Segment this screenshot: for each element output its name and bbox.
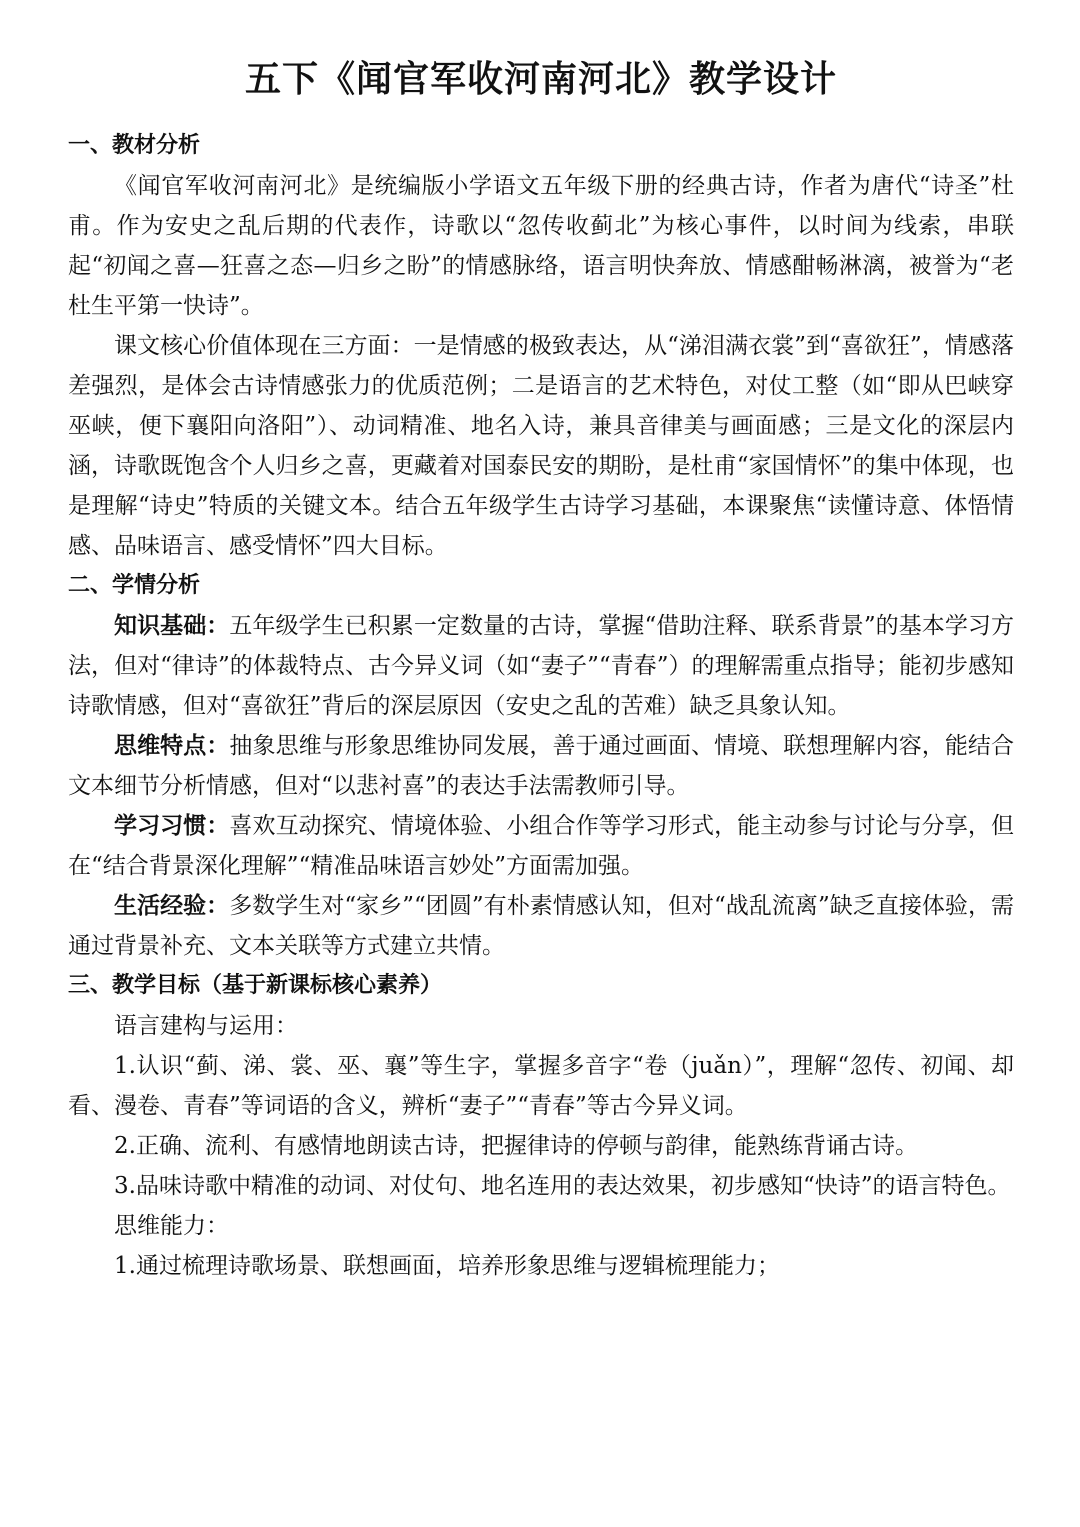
goal-item: 2.正确、流利、有感情地朗读古诗，把握律诗的停顿与韵律，能熟练背诵古诗。 bbox=[114, 1133, 918, 1159]
paragraph bbox=[68, 886, 1014, 966]
paragraph-text: 抽象思维与形象思维协同发展，善于通过画面、情境、联想理解内容，能结合文本细节分析情感，但对“以悲衬喜”的表达手法需教师引导。 bbox=[68, 733, 1015, 799]
paragraph-text: 喜欢互动探究、情境体验、小组合作等学习形式，能主动参与讨论与分享，但在“结合背景深化理解”“精准品味语言妙处”方面需加强。 bbox=[68, 813, 1015, 879]
paragraph: 课文核心价值体现在三方面：一是情感的极致表达，从“涕泪满衣裳”到“喜欲狂”，情感落差强烈，是体会古诗情感张力的优质范例；二是语言的艺术特色，对仗工整（如“即从巴峡穿巫峡，便下襄阳向洛阳”）、动词精准、地名入诗，兼具音律美与画面感；三是文化的深层内涵，诗歌既饱含个人归乡之喜，更藏着对国泰民安的期盼，是杜甫“家国情怀”的集中体现，也是理解“诗史”特质的关键文本。结合五年级学生古诗学习基础，本课聚焦“读懂诗意、体悟情感、品味语言、感受情怀”四大目标。 bbox=[68, 333, 1014, 559]
paragraph-text: 五年级学生已积累一定数量的古诗，掌握“借助注释、联系背景”的基本学习方法，但对“律诗”的体裁特点、古今异义词（如“妻子”“青春”）的理解需重点指导；能初步感知诗歌情感，但对“喜欲狂”背后的深层原因（安史之乱的苦难）缺乏具象认知。 bbox=[68, 613, 1014, 719]
section-heading-student-analysis: 二、学情分析 bbox=[68, 573, 201, 598]
paragraph bbox=[68, 806, 1014, 886]
paragraph-text: 多数学生对“家乡”“团圆”有朴素情感认知，但对“战乱流离”缺乏直接体验，需通过背景补充、文本关联等方式建立共情。 bbox=[68, 893, 1014, 959]
paragraph: 《闻官军收河南河北》是统编版小学语文五年级下册的经典古诗，作者为唐代“诗圣”杜甫。作为安史之乱后期的代表作，诗歌以“忽传收蓟北”为核心事件，以时间为线索，串联起“初闻之喜—狂喜之态—归乡之盼”的情感脉络，语言明快奔放、情感酣畅淋漓，被誉为“老杜生平第一快诗”。 bbox=[68, 173, 1014, 319]
goal-item: 3.品味诗歌中精准的动词、对仗句、地名连用的表达效果，初步感知“快诗”的语言特色。 bbox=[114, 1173, 1011, 1199]
paragraph-lead: 思维特点： bbox=[114, 733, 230, 759]
paragraph-lead: 生活经验： bbox=[114, 893, 230, 919]
paragraph bbox=[68, 726, 1014, 806]
goal-item: 1.认识“蓟、涕、裳、巫、襄”等生字，掌握多音字“卷（juǎn）”，理解“忽传、初闻、却看、漫卷、青春”等词语的含义，辨析“妻子”“青春”等古今异义词。 bbox=[68, 1053, 1014, 1119]
paragraph-lead: 学习习惯： bbox=[114, 813, 230, 839]
section-heading-teaching-goals: 三、教学目标（基于新课标核心素养） bbox=[68, 973, 443, 998]
page-title: 五下《闻官军收河南河北》教学设计 bbox=[244, 59, 837, 100]
subheading-thinking: 思维能力： bbox=[114, 1213, 229, 1239]
section-heading-textbook-analysis: 一、教材分析 bbox=[68, 133, 201, 158]
paragraph bbox=[68, 606, 1014, 726]
paragraph-lead: 知识基础： bbox=[114, 613, 230, 639]
subheading-language: 语言建构与运用： bbox=[114, 1013, 298, 1039]
goal-item: 1.通过梳理诗歌场景、联想画面，培养形象思维与逻辑梳理能力； bbox=[114, 1253, 780, 1279]
